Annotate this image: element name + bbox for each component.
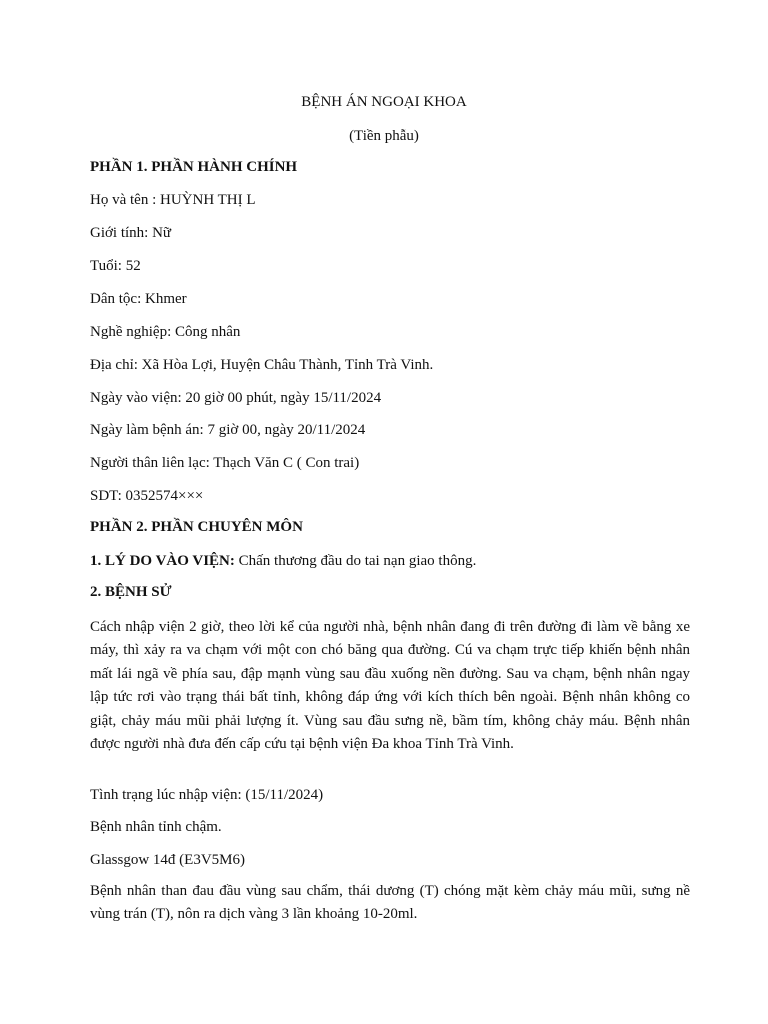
admission-status: Tình trạng lúc nhập viện: (15/11/2024) (90, 787, 324, 803)
consciousness-status: Bệnh nhân tỉnh chậm. (90, 819, 222, 835)
field-phone: SDT: 0352574××× (90, 488, 204, 504)
part1-heading: PHẦN 1. PHẦN HÀNH CHÍNH (90, 159, 298, 175)
reason-line (90, 553, 476, 570)
history-paragraph: Cách nhập viện 2 giờ, theo lời kể của người nhà, bệnh nhân đang đi trên đường đi làm về bằng xe máy, thì xảy ra va chạm với một con chó băng qua đường. Cú va chạm trực tiếp khiến bệnh nhân mất lái ngã về phía sau, đập mạnh vùng sau đầu xuống nền đường. Sau va chạm, bệnh nhân ngay lập tức rơi vào trạng thái bất tỉnh, không đáp ứng với kích thích bên ngoài. Bệnh nhân không co giật, chảy máu mũi phải lượng ít. Vùng sau đầu sưng nề, bầm tím, không chảy máu. Bệnh nhân được người nhà đưa đến cấp cứu tại bệnh viện Đa khoa Tỉnh Trà Vinh. (90, 619, 690, 753)
field-record-date: Ngày làm bệnh án: 7 giờ 00, ngày 20/11/2024 (90, 422, 366, 438)
part2-heading: PHẦN 2. PHẦN CHUYÊN MÔN (90, 519, 303, 535)
field-occupation: Nghề nghiệp: Công nhân (90, 324, 241, 340)
field-age: Tuổi: 52 (90, 258, 141, 274)
field-gender: Giới tính: Nữ (90, 225, 172, 241)
reason-text: Chấn thương đầu do tai nạn giao thông. (234, 553, 477, 569)
field-ethnicity: Dân tộc: Khmer (90, 291, 187, 307)
glasgow-score: Glassgow 14đ (E3V5M6) (90, 852, 245, 868)
document-title: BỆNH ÁN NGOẠI KHOA (301, 94, 467, 110)
field-admission-date: Ngày vào viện: 20 giờ 00 phút, ngày 15/11/2024 (90, 390, 382, 406)
reason-label: 1. LÝ DO VÀO VIỆN: (90, 553, 235, 569)
document-subtitle: (Tiền phẫu) (349, 128, 419, 144)
field-name: Họ và tên : HUỲNH THỊ L (90, 192, 256, 208)
field-address: Địa chỉ: Xã Hòa Lợi, Huyện Châu Thành, Tỉnh Trà Vinh. (90, 357, 434, 373)
history-heading: 2. BỆNH SỬ (90, 584, 172, 600)
field-contact-person: Người thân liên lạc: Thạch Văn C ( Con trai) (90, 455, 360, 471)
complaint-paragraph: Bệnh nhân than đau đầu vùng sau chẩm, thái dương (T) chóng mặt kèm chảy máu mũi, sưng nề vùng trán (T), nôn ra dịch vàng 3 lần khoảng 10-20ml. (90, 883, 690, 923)
